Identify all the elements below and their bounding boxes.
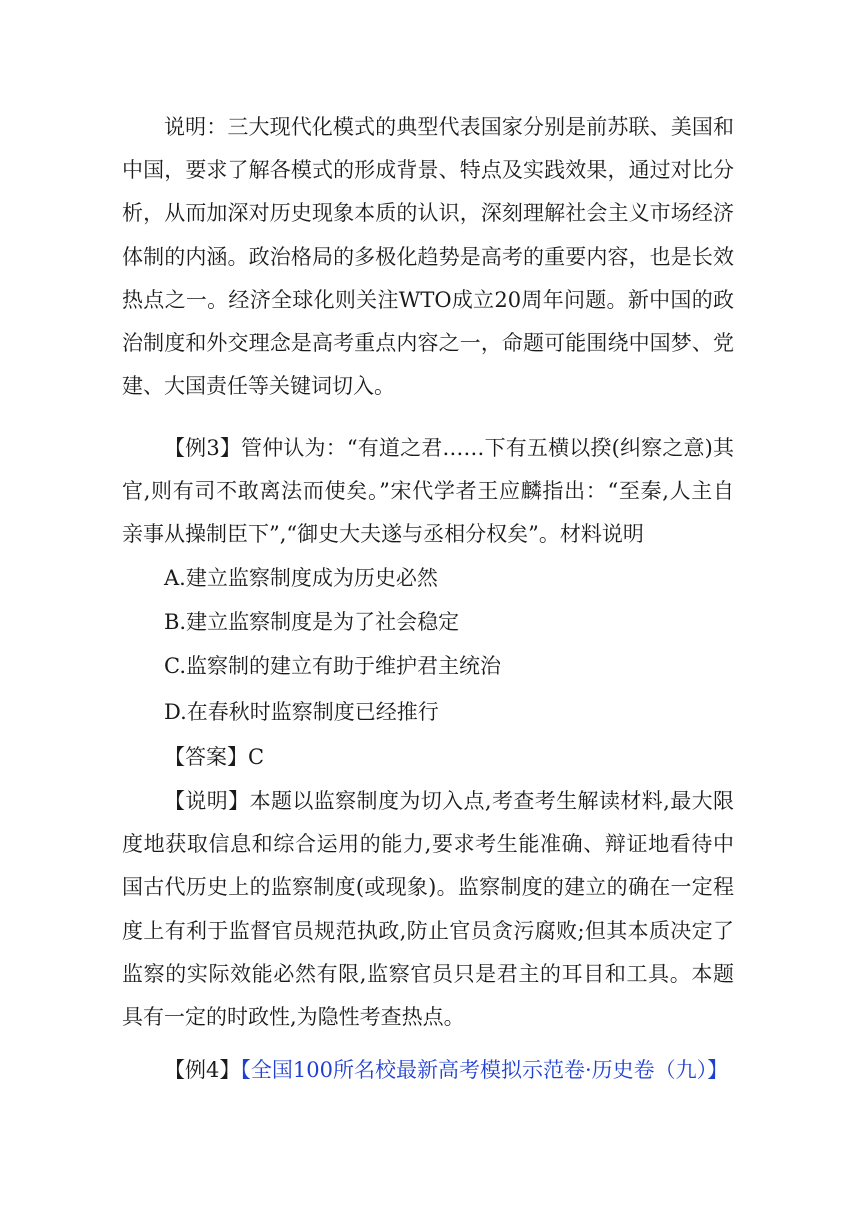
intro-paragraph: 说明：三大现代化模式的典型代表国家分别是前苏联、美国和中国，要求了解各模式的形成背景、特点及实践效果，通过对比分析，从而加深对历史现象本质的认识，深刻理解社会主义市场经济体制的内涵。政治格局的多极化趋势是高考的重要内容，也是长效热点之一。经济全球化则关注WTO成立20周年问题。新中国的政治制度和外交理念是高考重点内容之一，命题可能围绕中国梦、党建、大国责任等关键词切入。 [122,115,734,399]
option-a: A.建立监察制度成为历史必然 [164,566,438,590]
example-4-label: 【例4】 [164,1058,241,1082]
option-d: D.在春秋时监察制度已经推行 [164,700,439,724]
answer-line: 【答案】C [164,745,265,769]
option-c: C.监察制的建立有助于维护君主统治 [164,654,501,678]
example-3-question: 【例3】管仲认为：“有道之君……下有五横以揆(纠察之意)其官,则有司不敢离法而使矣。”宋代学者王应麟指出：“至秦,人主自亲事从操制臣下”,“御史大夫遂与丞相分权矣”。材料说明 [122,436,734,547]
example-4-heading [164,1055,728,1085]
example-4-source: 【全国100所名校最新高考模拟示范卷·历史卷（九）】 [240,1058,729,1082]
explanation-paragraph: 【说明】本题以监察制度为切入点,考查考生解读材料,最大限度地获取信息和综合运用的能力,要求考生能准确、辩证地看待中国古代历史上的监察制度(或现象)。监察制度的建立的确在一定程度上有利于监督官员规范执政,防止官员贪污腐败;但其本质决定了监察的实际效能必然有限,监察官员只是君主的耳目和工具。本题具有一定的时政性,为隐性考查热点。 [122,789,734,1030]
option-b: B.建立监察制度是为了社会稳定 [164,610,460,634]
